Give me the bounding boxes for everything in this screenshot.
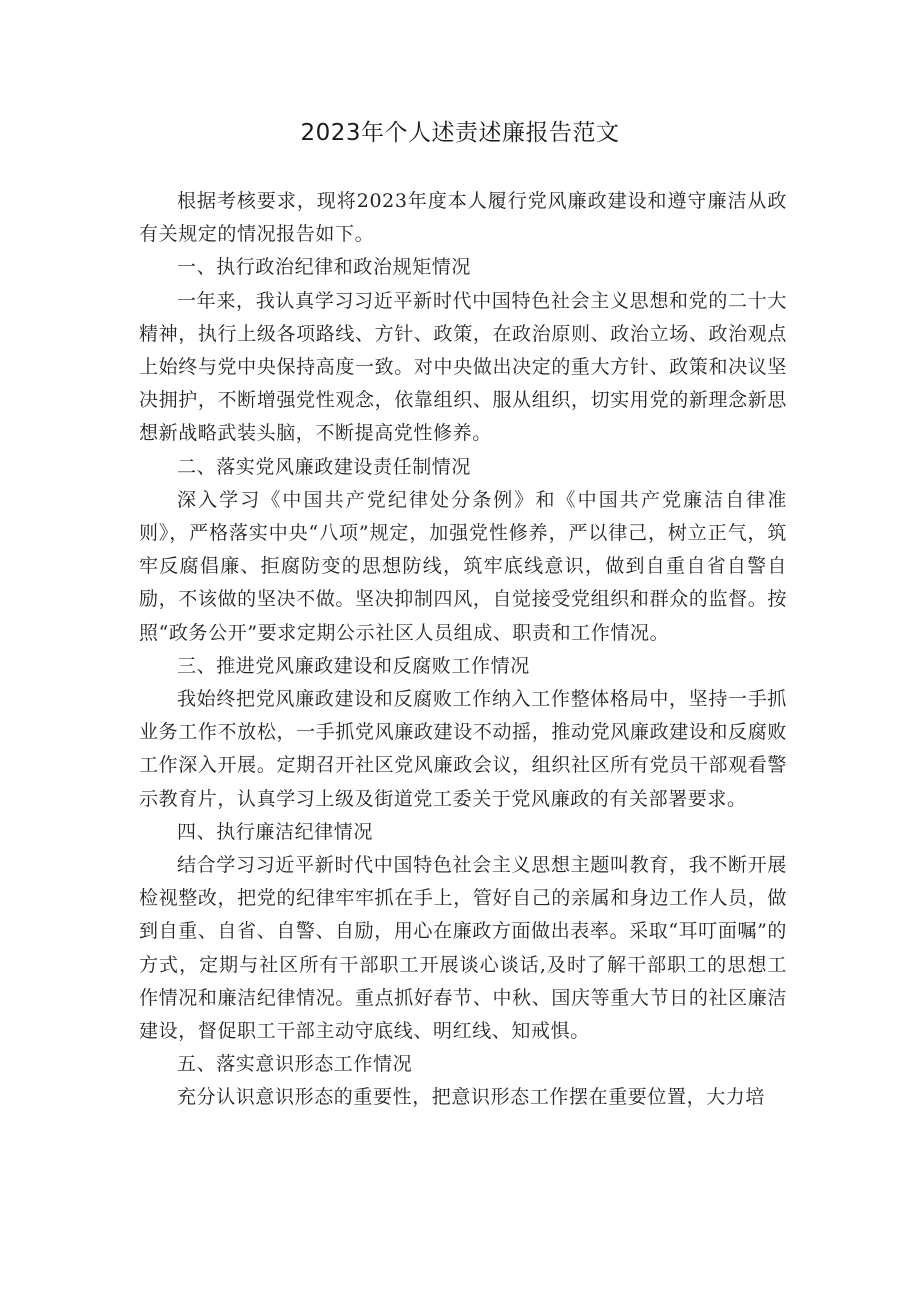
section-paragraph-3: 我始终把党风廉政建设和反腐败工作纳入工作整体格局中，坚持一手抓业务工作不放松，一手抓党风廉政建设不动摇，推动党风廉政建设和反腐败工作深入开展。定期召开社区党风廉政会议，组织社区所有党员干部观看警示教育片，认真学习上级及街道党工委关于党风廉政的有关部署要求。 bbox=[139, 688, 787, 810]
section-paragraph-5: 充分认识意识形态的重要性，把意识形态工作摆在重要位置，大力培 bbox=[177, 1086, 766, 1109]
section-heading-4: 四、执行廉洁纪律情况 bbox=[177, 820, 374, 843]
section-heading-1: 一、执行政治纪律和政治规矩情况 bbox=[177, 256, 472, 279]
section-paragraph-4: 结合学习习近平新时代中国特色社会主义思想主题叫教育，我不断开展检视整改，把党的纪律牢牢抓在手上，管好自己的亲属和身边工作人员，做到自重、自省、自警、自励，用心在廉政方面做出表率。采取“耳叮面嘱”的方式，定期与社区所有干部职工开展谈心谈话,及时了解干部职工的思想工作情况和廉洁纪律情况。重点抓好春节、中秋、国庆等重大节日的社区廉洁建设，督促职工干部主动守底线、明红线、知戒惧。 bbox=[139, 854, 787, 1043]
section-paragraph-1: 一年来，我认真学习习近平新时代中国特色社会主义思想和党的二十大精神，执行上级各项路线、方针、政策，在政治原则、政治立场、政治观点上始终与党中央保持高度一致。对中央做出决定的重大方针、政策和决议坚决拥护，不断增强党性观念，依靠组织、服从组织，切实用党的新理念新思想新战略武装头脑，不断提高党性修养。 bbox=[139, 289, 787, 445]
section-paragraph-2: 深入学习《中国共产党纪律处分条例》和《中国共产党廉洁自律准则》，严格落实中央“八项”规定，加强党性修养，严以律己，树立正气，筑牢反腐倡廉、拒腐防变的思想防线，筑牢底线意识，做到自重自省自警自励，不该做的坚决不做。坚决抑制四风，自觉接受党组织和群众的监督。按照“政务公开”要求定期公示社区人员组成、职责和工作情况。 bbox=[139, 488, 787, 644]
intro-paragraph: 根据考核要求，现将2023年度本人履行党风廉政建设和遵守廉洁从政有关规定的情况报告如下。 bbox=[139, 190, 787, 246]
document-body bbox=[139, 185, 787, 1115]
section-heading-2: 二、落实党风廉政建设责任制情况 bbox=[177, 455, 472, 478]
document-title: 2023年个人述责述廉报告范文 bbox=[300, 120, 620, 146]
section-heading-3: 三、推进党风廉政建设和反腐败工作情况 bbox=[177, 654, 530, 677]
section-heading-5: 五、落实意识形态工作情况 bbox=[177, 1053, 413, 1076]
